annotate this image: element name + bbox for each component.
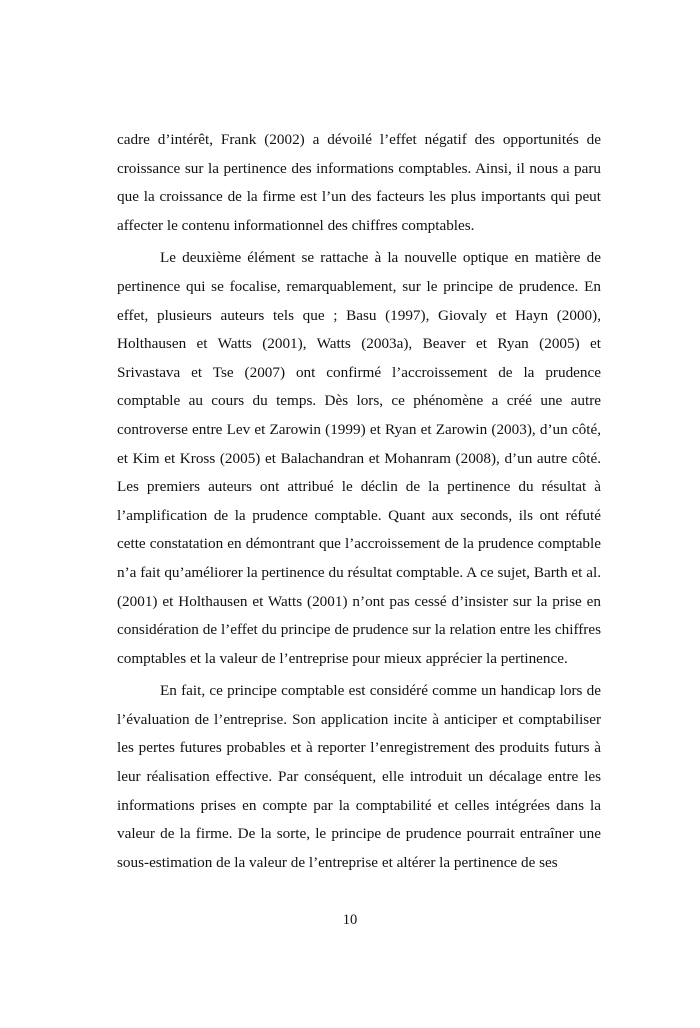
paragraph-2: Le deuxième élément se rattache à la nouvelle optique en matière de pertinence qui se focalise, remarquablement, sur le principe de prudence. En effet, plusieurs auteurs tels que ; Basu (1997), Giovaly et Hayn (2000), Holthausen et Watts (2001), Watts (2003a), Beaver et Ryan (2005) et Srivastava et Tse (2007) ont confirmé l’accroissement de la prudence comptable au cours du temps. Dès lors, ce phénomène a créé une autre controverse entre Lev et Zarowin (1999) et Ryan et Zarowin (2003), d’un côté, et Kim et Kross (2005) et Balachandran et Mohanram (2008), d’un autre côté. Les premiers auteurs ont attribué le déclin de la pertinence du résultat à l’amplification de la prudence comptable. Quant aux seconds, ils ont réfuté cette constatation en démontrant que l’accroissement de la prudence comptable n’a fait qu’améliorer la pertinence du résultat comptable. A ce sujet, Barth et al. (2001) et Holthausen et Watts (2001) n’ont pas cessé d’insister sur la prise en considération de l’effet du principe de prudence sur la relation entre les chiffres comptables et la valeur de l’entreprise pour mieux apprécier la pertinence. [117, 249, 601, 667]
paragraph-3: En fait, ce principe comptable est considéré comme un handicap lors de l’évaluation de l’entreprise. Son application incite à anticiper et comptabiliser les pertes futures probables et à reporter l’enregistrement des produits futurs à leur réalisation effective. Par conséquent, elle introduit un décalage entre les informations prises en compte par la comptabilité et celles intégrées dans la valeur de la firme. De la sorte, le principe de prudence pourrait entraîner une sous-estimation de la valeur de l’entreprise et altérer la pertinence de ses [117, 682, 601, 871]
page-number: 10 [342, 912, 358, 928]
paragraph-1: cadre d’intérêt, Frank (2002) a dévoilé l’effet négatif des opportunités de croissance sur la pertinence des informations comptables. Ainsi, il nous a paru que la croissance de la firme est l’un des facteurs les plus importants qui peut affecter le contenu informationnel des chiffres comptables. [117, 131, 601, 234]
document-page [117, 126, 601, 877]
